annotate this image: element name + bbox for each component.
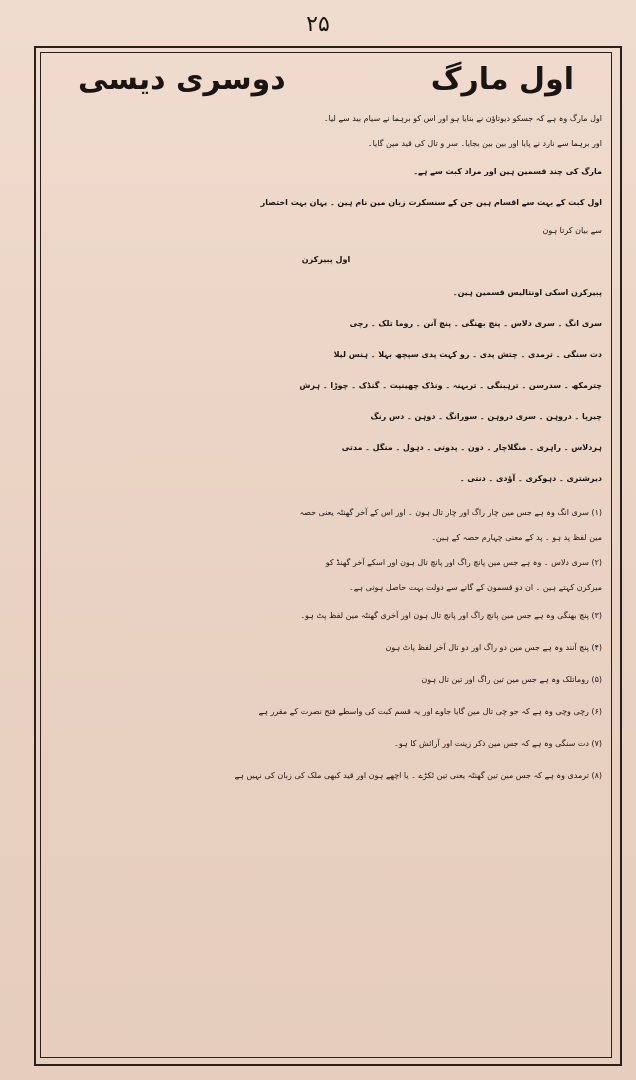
list-line: سری انگ ۔ سری دلاس ۔ پنچ بھنگی ۔ پنچ آنن ۔ روما تلک ۔ رچی <box>349 319 602 328</box>
list-line: چیرپا ۔ دروہن ۔ سری دروہن ۔ سورانگ ۔ دوہن ۔ دس رنگ <box>370 412 602 421</box>
text-line: میرکرن کہتے ہین ۔ ان دو قسمون کے گانے سے دولت بہت حاصل ہوتی ہے۔ <box>349 583 602 592</box>
note-line: (۷) دت سنگی وہ ہے کہ جس مین ذکر زینت اور آرائش کا ہو۔ <box>394 739 602 748</box>
page-number: ۲۵ <box>306 12 330 37</box>
note-line: (۵) روماتلک وہ ہے جس مین تین راگ اور تین تال ہون <box>421 675 602 684</box>
note-line: (۶) رچی وچی وہ ہے کہ جو چی تال مین گایا جاوے اور یہ قسم کبت کی واسطے فتح نصرت کے مقرر ہے <box>258 707 602 716</box>
list-line: چترمکھ ۔ سدرسن ۔ ترہبنگی ۔ تربہنہ ۔ ونڈک چھینپت ۔ گنڈک ۔ چوڑا ۔ ہرش <box>299 381 602 390</box>
text-line: (۲) سری دلاس ۔ وہ ہے جس مین پانچ راگ اور پانچ تال ہون اور اسکے آخر گھنڈ کو <box>325 558 602 567</box>
list-line: ہردلاس ۔ راہری ۔ منگلاچار ۔ دون ۔ پدوتی ۔ دہول ۔ منگل ۔ مدتی <box>341 443 602 452</box>
section-heading <box>48 60 604 106</box>
list-line: دت سنگی ۔ ترمدی ۔ چتش پدی ۔ رو کہت پدی سپچھ بہلا ۔ ہنس لیلا <box>333 350 602 359</box>
subheading: اول پبیرکرن <box>301 255 351 264</box>
heading-right: اول مارگ <box>430 62 574 97</box>
note-line: (۴) پنچ آنند وہ ہے جس مین دو راگ اور دو تال آخر لفظ پاٹ ہون <box>385 643 602 652</box>
page-body <box>48 60 604 1048</box>
text-line: سے بیان کرتا ہون <box>542 226 602 235</box>
text-line: (۱) سری انگ وہ ہے جس مین چار راگ اور چار تال ہون ۔ اور اس کے آخر گھنٹہ یعنی حصہ <box>299 508 602 517</box>
text-line: اول کبت کے بہت سے اقسام ہین جن کے سنسکرت زبان مین نام ہین ۔ یہان بہت اختصار <box>260 198 602 207</box>
text-line: پبیرکرن اسکی اونتالیس قسمین ہین۔ <box>452 288 602 297</box>
list-line: دیرشتری ۔ دہوکری ۔ آؤدی ۔ دنتی ۔ <box>459 474 602 483</box>
heading-left: دوسری دیسی <box>78 62 286 97</box>
note-line: (۳) پنچ بھنگی وہ ہے جس مین پانچ راگ اور پانچ تال ہون اور آخری گھنٹہ مین لفظ پٹ ہو۔ <box>300 611 602 620</box>
text-line: مین لفظ پد ہو ۔ پد کے معنی چہارم حصہ کے ہین۔ <box>431 533 602 542</box>
note-line: (۸) ترمدی وہ ہے کہ جس مین تین گھنٹہ یعنی تین ٹکڑے ۔ یا اچھے ہون اور قید کبھی ملک کی زبان کی نہیں ہے <box>234 771 602 780</box>
text-line: اول مارگ وہ ہے کہ جسکو دیوتاؤن نے بنایا ہو اور اس کو برہما نے سیام بید سے لیا۔ <box>323 114 602 123</box>
text-line: مارگ کی چند قسمین ہین اور مراد کبت سے ہے۔ <box>413 167 602 176</box>
text-line: اور برہما سے نارد نے پایا اور بین بین بجایا۔ سر و تال کی قید مین گایا۔ <box>367 139 602 148</box>
